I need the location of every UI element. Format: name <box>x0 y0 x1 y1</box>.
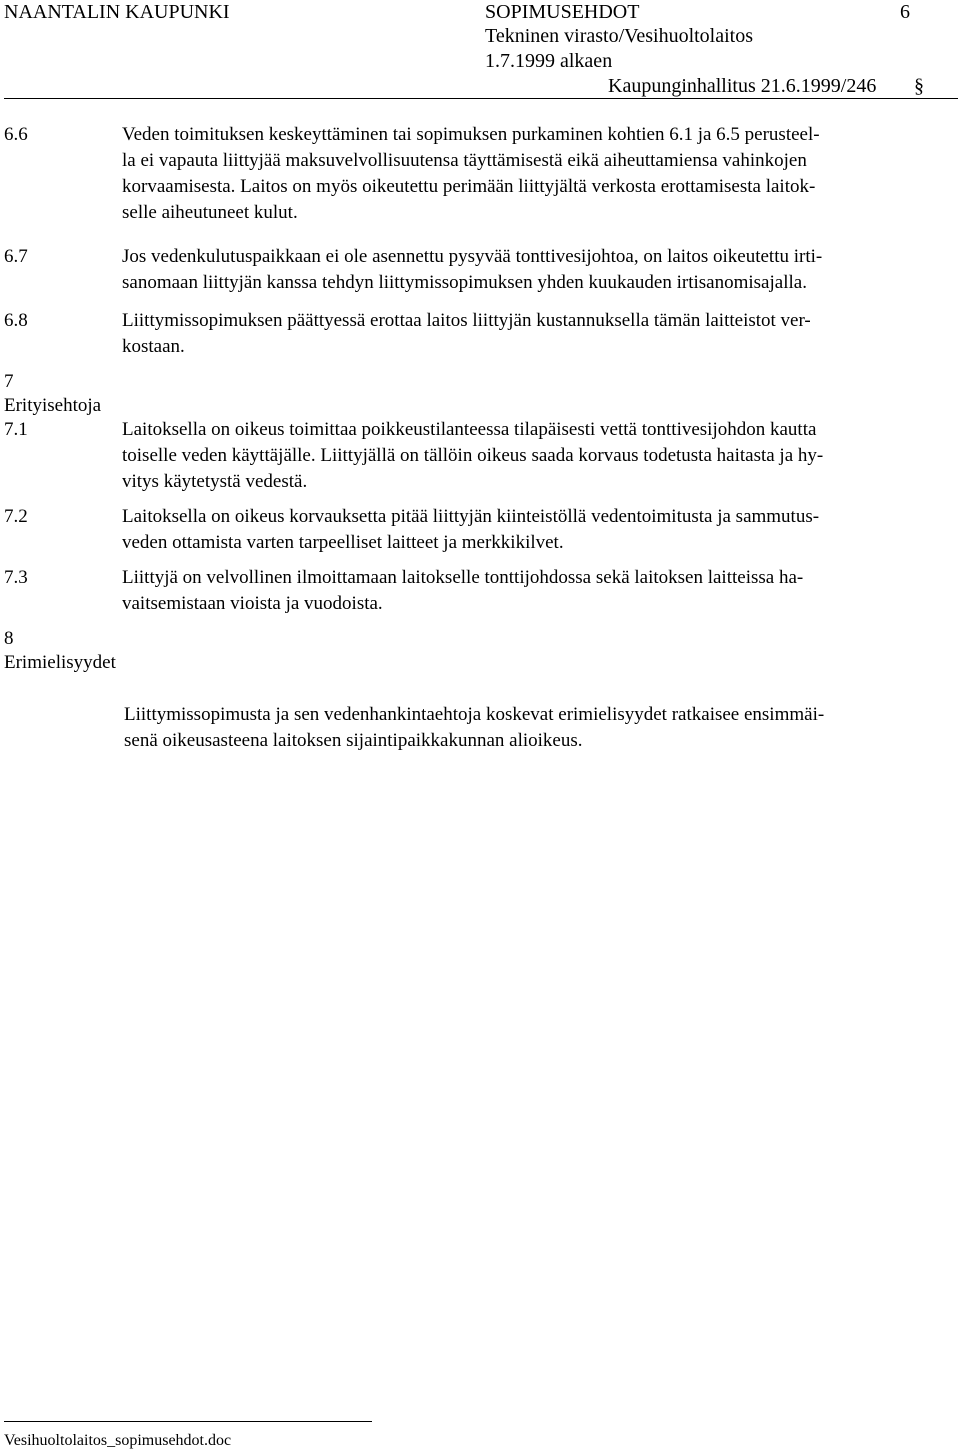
section-number-7-1: 7.1 <box>4 419 28 440</box>
section-7-1-line: toiselle veden käyttäjälle. Liittyjällä on tällöin oikeus saada korvaus todetusta haitasta ja hy- <box>122 445 824 466</box>
heading-8-title: Erimielisyydet <box>4 652 116 673</box>
footer-rule <box>4 1421 372 1422</box>
section-number-7-3: 7.3 <box>4 567 28 588</box>
footer-filename: Vesihuoltolaitos_sopimusehdot.doc <box>4 1432 232 1449</box>
section-6-7-line: sanomaan liittyjän kanssa tehdyn liittymissopimuksen yhden kuukauden irtisanomisajalla. <box>122 272 807 293</box>
section-7-2-line: veden ottamista varten tarpeelliset laitteet ja merkkikilvet. <box>122 532 564 553</box>
section-6-7-text <box>122 244 952 296</box>
section-7-1-text <box>122 417 952 495</box>
header-doc-title: SOPIMUSEHDOT <box>485 1 640 23</box>
section-6-8-text <box>122 308 952 360</box>
heading-7-number: 7 <box>4 371 14 392</box>
section-6-6-text <box>122 122 952 226</box>
section-7-3-line: Liittyjä on velvollinen ilmoittamaan laitokselle tonttijohdossa sekä laitoksen laitteissa ha- <box>122 567 804 588</box>
section-7-3-line: vaitsemistaan vioista ja vuodoista. <box>122 593 383 614</box>
section-8-text <box>124 702 954 754</box>
heading-8-number: 8 <box>4 628 14 649</box>
section-8-line: Liittymissopimusta ja sen vedenhankintaehtoja koskevat erimielisyydet ratkaisee ensimmäi- <box>124 704 825 725</box>
section-6-6-line: selle aiheutuneet kulut. <box>122 202 298 223</box>
section-7-2-text <box>122 504 952 556</box>
section-6-8-line: kostaan. <box>122 336 185 357</box>
section-6-6-line: Veden toimituksen keskeyttäminen tai sopimuksen purkaminen kohtien 6.1 ja 6.5 perusteel- <box>122 124 820 145</box>
header-rule <box>4 98 958 99</box>
section-6-8-line: Liittymissopimuksen päättyessä erottaa laitos liittyjän kustannuksella tämän laitteistot ver- <box>122 310 811 331</box>
section-6-7-line: Jos vedenkulutuspaikkaan ei ole asennettu pysyvää tonttivesijohtoa, on laitos oikeutettu irti- <box>122 246 823 267</box>
header-valid-from: 1.7.1999 alkaen <box>485 50 613 72</box>
section-8-line: senä oikeusasteena laitoksen sijaintipaikkakunnan alioikeus. <box>124 730 583 751</box>
header-approval: Kaupunginhallitus 21.6.1999/246 <box>608 75 877 97</box>
section-7-1-line: vitys käytetystä vedestä. <box>122 471 308 492</box>
section-number-6-7: 6.7 <box>4 246 28 267</box>
section-7-2-line: Laitoksella on oikeus korvauksetta pitää liittyjän kiinteistöllä vedentoimitusta ja sammutus- <box>122 506 820 527</box>
section-number-6-8: 6.8 <box>4 310 28 331</box>
section-number-7-2: 7.2 <box>4 506 28 527</box>
section-number-6-6: 6.6 <box>4 124 28 145</box>
section-6-6-line: korvaamisesta. Laitos on myös oikeutettu perimään liittyjältä verkosta erottamisesta laitok- <box>122 176 816 197</box>
section-7-3-text <box>122 565 952 617</box>
header-department: Tekninen virasto/Vesihuoltolaitos <box>485 25 754 47</box>
section-6-6-line: la ei vapauta liittyjää maksuvelvollisuutensa täyttämisestä eikä aiheuttamiensa vahinkojen <box>122 150 807 171</box>
section-mark-icon: § <box>914 75 924 97</box>
header-page-number: 6 <box>900 1 910 23</box>
heading-7-title: Erityisehtoja <box>4 395 102 416</box>
header-org: NAANTALIN KAUPUNKI <box>4 1 230 23</box>
section-7-1-line: Laitoksella on oikeus toimittaa poikkeustilanteessa tilapäisesti vettä tonttivesijohdon kautta <box>122 419 817 440</box>
